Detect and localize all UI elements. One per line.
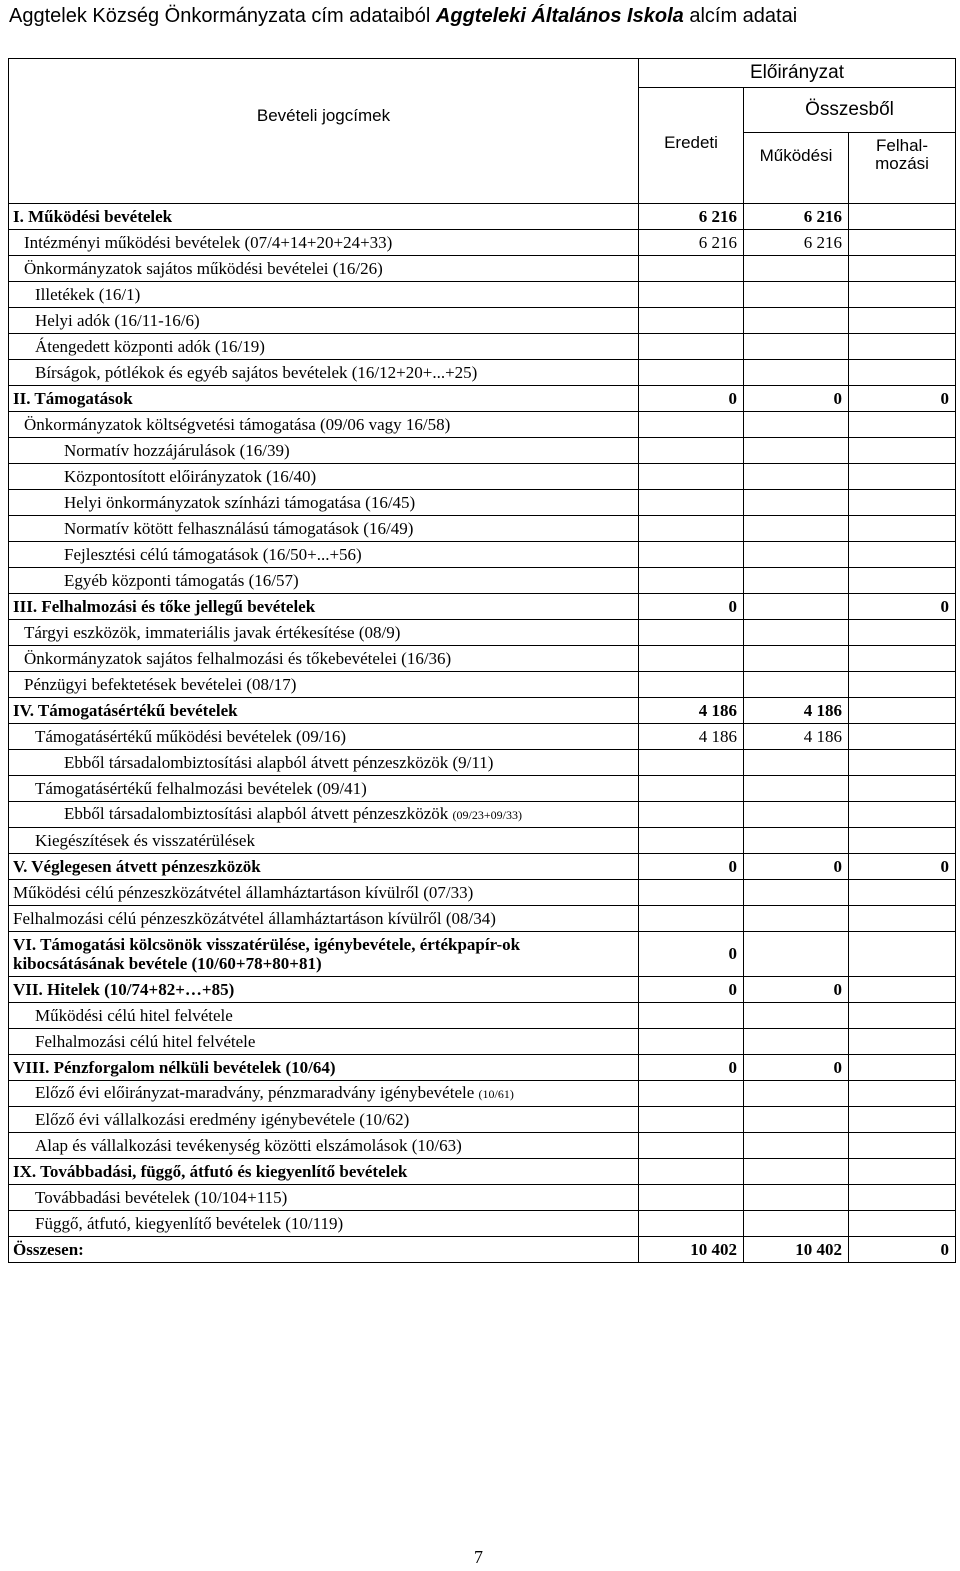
cell-mukodesi <box>744 360 849 386</box>
cell-eredeti <box>639 360 744 386</box>
cell-eredeti <box>639 906 744 932</box>
cell-eredeti <box>639 750 744 776</box>
cell-mukodesi <box>744 646 849 672</box>
cell-eredeti <box>639 646 744 672</box>
cell-mukodesi <box>744 308 849 334</box>
table-row <box>9 282 956 308</box>
cell-felhalmozasi <box>849 1055 956 1081</box>
cell-felhalmozasi: 0 <box>849 1237 956 1263</box>
cell-felhalmozasi <box>849 698 956 724</box>
row-label <box>9 334 639 360</box>
cell-mukodesi <box>744 1133 849 1159</box>
cell-eredeti: 6 216 <box>639 230 744 256</box>
cell-mukodesi: 6 216 <box>744 204 849 230</box>
cell-mukodesi <box>744 1029 849 1055</box>
row-label <box>9 594 639 620</box>
row-label <box>9 412 639 438</box>
table-row <box>9 880 956 906</box>
cell-felhalmozasi <box>849 438 956 464</box>
cell-eredeti: 0 <box>639 594 744 620</box>
table-row <box>9 1159 956 1185</box>
row-label <box>9 698 639 724</box>
cell-mukodesi <box>744 906 849 932</box>
cell-mukodesi: 4 186 <box>744 698 849 724</box>
table-row <box>9 802 956 828</box>
row-label <box>9 490 639 516</box>
row-label <box>9 464 639 490</box>
row-label <box>9 1159 639 1185</box>
row-label <box>9 1185 639 1211</box>
row-label-text: Alap és vállalkozási tevékenység közötti elszámolások (10/63) <box>35 1135 462 1155</box>
row-label-text: IV. Támogatásértékű bevételek <box>13 700 238 720</box>
cell-mukodesi <box>744 880 849 906</box>
cell-felhalmozasi <box>849 490 956 516</box>
row-label-text: II. Támogatások <box>13 388 133 408</box>
row-label <box>9 1081 639 1107</box>
row-label <box>9 1237 639 1263</box>
cell-mukodesi: 0 <box>744 854 849 880</box>
cell-eredeti: 6 216 <box>639 204 744 230</box>
cell-mukodesi: 6 216 <box>744 230 849 256</box>
cell-felhalmozasi <box>849 230 956 256</box>
table-row <box>9 1029 956 1055</box>
cell-felhalmozasi <box>849 1185 956 1211</box>
cell-felhalmozasi <box>849 672 956 698</box>
table-row <box>9 542 956 568</box>
row-label <box>9 1003 639 1029</box>
cell-felhalmozasi <box>849 1081 956 1107</box>
cell-felhalmozasi <box>849 1211 956 1237</box>
cell-eredeti: 4 186 <box>639 698 744 724</box>
row-label <box>9 828 639 854</box>
table-row <box>9 1211 956 1237</box>
cell-eredeti <box>639 802 744 828</box>
cell-eredeti: 0 <box>639 1055 744 1081</box>
row-label-text: Pénzügyi befektetések bevételei (08/17) <box>24 674 297 694</box>
table-row <box>9 360 956 386</box>
row-label-text: V. Véglegesen átvett pénzeszközök <box>13 856 261 876</box>
cell-felhalmozasi <box>849 464 956 490</box>
cell-felhalmozasi <box>849 1159 956 1185</box>
row-label <box>9 802 639 828</box>
row-label <box>9 776 639 802</box>
cell-felhalmozasi <box>849 308 956 334</box>
table-row <box>9 256 956 282</box>
cell-eredeti <box>639 282 744 308</box>
row-label-text: Továbbadási bevételek (10/104+115) <box>35 1187 288 1207</box>
row-label <box>9 204 639 230</box>
table-row <box>9 776 956 802</box>
header-osszesbol: Összesből <box>744 88 956 133</box>
row-label-text: Támogatásértékű felhalmozási bevételek (09/41) <box>35 778 367 798</box>
row-label <box>9 750 639 776</box>
row-label <box>9 646 639 672</box>
cell-mukodesi: 0 <box>744 386 849 412</box>
cell-felhalmozasi <box>849 334 956 360</box>
row-label <box>9 282 639 308</box>
row-label <box>9 1133 639 1159</box>
table-row <box>9 1003 956 1029</box>
header-income-titles: Bevételi jogcímek <box>9 59 639 204</box>
cell-mukodesi: 10 402 <box>744 1237 849 1263</box>
row-label-text: Központosított előirányzatok (16/40) <box>64 466 317 486</box>
row-label-text: Összesen: <box>13 1239 84 1259</box>
header-eredeti: Eredeti <box>639 88 744 204</box>
cell-felhalmozasi <box>849 724 956 750</box>
row-label <box>9 977 639 1003</box>
row-label <box>9 438 639 464</box>
cell-eredeti <box>639 1133 744 1159</box>
row-label-text: Önkormányzatok sajátos felhalmozási és tőkebevételei (16/36) <box>24 648 452 668</box>
cell-eredeti <box>639 1029 744 1055</box>
row-label <box>9 880 639 906</box>
cell-eredeti <box>639 516 744 542</box>
table-row <box>9 308 956 334</box>
table-row <box>9 672 956 698</box>
title-school: Aggteleki Általános Iskola <box>435 5 684 27</box>
table-row <box>9 1133 956 1159</box>
row-label <box>9 1211 639 1237</box>
row-label-text: III. Felhalmozási és tőke jellegű bevételek <box>13 596 316 616</box>
cell-eredeti <box>639 412 744 438</box>
cell-eredeti: 0 <box>639 932 744 977</box>
cell-mukodesi <box>744 750 849 776</box>
page-title <box>9 5 797 28</box>
cell-felhalmozasi <box>849 568 956 594</box>
header-felhalmozasi-line1: Felhal- <box>876 136 928 155</box>
cell-mukodesi: 0 <box>744 977 849 1003</box>
cell-mukodesi <box>744 438 849 464</box>
table-row <box>9 750 956 776</box>
header-mukodesi: Működési <box>744 133 849 204</box>
cell-mukodesi <box>744 932 849 977</box>
row-label-text: Önkormányzatok sajátos működési bevételei (16/26) <box>24 258 383 278</box>
row-label-text: Átengedett központi adók (16/19) <box>35 336 265 356</box>
table-row <box>9 412 956 438</box>
cell-eredeti <box>639 1003 744 1029</box>
cell-mukodesi <box>744 776 849 802</box>
table-row <box>9 1185 956 1211</box>
row-label-text: Önkormányzatok költségvetési támogatása (09/06 vagy 16/58) <box>24 414 451 434</box>
row-label-text: Kiegészítések és visszatérülések <box>35 830 255 850</box>
cell-eredeti <box>639 672 744 698</box>
row-label <box>9 906 639 932</box>
cell-felhalmozasi <box>849 1029 956 1055</box>
row-label-text: Működési célú hitel felvétele <box>35 1005 233 1025</box>
cell-mukodesi <box>744 542 849 568</box>
row-label-text: Normatív kötött felhasználású támogatások (16/49) <box>64 518 414 538</box>
cell-felhalmozasi <box>849 282 956 308</box>
cell-eredeti: 0 <box>639 386 744 412</box>
row-label <box>9 724 639 750</box>
row-label-text: Fejlesztési célú támogatások (16/50+...+56) <box>64 544 362 564</box>
cell-mukodesi: 4 186 <box>744 724 849 750</box>
cell-felhalmozasi <box>849 1133 956 1159</box>
cell-felhalmozasi <box>849 516 956 542</box>
cell-eredeti <box>639 542 744 568</box>
row-label <box>9 230 639 256</box>
title-suffix: alcím adatai <box>689 5 798 27</box>
cell-eredeti <box>639 308 744 334</box>
cell-eredeti <box>639 1185 744 1211</box>
row-label <box>9 568 639 594</box>
cell-mukodesi <box>744 1081 849 1107</box>
cell-felhalmozasi <box>849 256 956 282</box>
cell-eredeti <box>639 568 744 594</box>
cell-felhalmozasi <box>849 1107 956 1133</box>
row-label <box>9 308 639 334</box>
cell-felhalmozasi: 0 <box>849 386 956 412</box>
cell-mukodesi <box>744 828 849 854</box>
budget-table <box>8 58 956 1263</box>
header-felhalmozasi <box>849 133 956 204</box>
cell-mukodesi <box>744 464 849 490</box>
cell-eredeti <box>639 464 744 490</box>
header-felhalmozasi-line2: mozási <box>875 154 929 173</box>
cell-mukodesi <box>744 1159 849 1185</box>
row-label <box>9 256 639 282</box>
cell-felhalmozasi <box>849 828 956 854</box>
row-label-text: Helyi adók (16/11-16/6) <box>35 310 200 330</box>
cell-eredeti <box>639 880 744 906</box>
cell-felhalmozasi <box>849 802 956 828</box>
table-row <box>9 516 956 542</box>
cell-felhalmozasi <box>849 750 956 776</box>
table-row <box>9 698 956 724</box>
table-row <box>9 828 956 854</box>
table-row <box>9 204 956 230</box>
cell-mukodesi <box>744 490 849 516</box>
cell-felhalmozasi <box>849 977 956 1003</box>
row-label-text: Támogatásértékű működési bevételek (09/16) <box>35 726 347 746</box>
cell-mukodesi <box>744 672 849 698</box>
row-label <box>9 386 639 412</box>
row-label-text: Előző évi előirányzat-maradvány, pénzmaradvány igénybevétele <box>35 1083 475 1102</box>
cell-eredeti <box>639 776 744 802</box>
row-label-text: VI. Támogatási kölcsönök visszatérülése, igénybevétele, értékpapír-ok kibocsátásának bevétele (10/60+78+80+81) <box>13 935 521 973</box>
row-label <box>9 1107 639 1133</box>
row-label-code: (09/23+09/33) <box>452 808 522 822</box>
cell-felhalmozasi <box>849 906 956 932</box>
cell-eredeti <box>639 1107 744 1133</box>
cell-eredeti: 0 <box>639 854 744 880</box>
cell-eredeti: 4 186 <box>639 724 744 750</box>
row-label <box>9 620 639 646</box>
cell-felhalmozasi <box>849 646 956 672</box>
cell-eredeti: 0 <box>639 977 744 1003</box>
table-row <box>9 1237 956 1263</box>
page-number: 7 <box>474 1547 483 1567</box>
row-label-text: Felhalmozási célú hitel felvétele <box>35 1031 256 1051</box>
row-label <box>9 854 639 880</box>
cell-mukodesi: 0 <box>744 1055 849 1081</box>
row-label-text: Ebből társadalombiztosítási alapból átvett pénzeszközök <box>64 804 449 823</box>
cell-eredeti <box>639 828 744 854</box>
cell-eredeti <box>639 334 744 360</box>
row-label-text: Egyéb központi támogatás (16/57) <box>64 570 299 590</box>
table-row <box>9 594 956 620</box>
table-row <box>9 977 956 1003</box>
row-label-text: Normatív hozzájárulások (16/39) <box>64 440 290 460</box>
row-label-text: I. Működési bevételek <box>13 206 173 226</box>
cell-felhalmozasi: 0 <box>849 854 956 880</box>
cell-mukodesi <box>744 1107 849 1133</box>
row-label-text: Illetékek (16/1) <box>35 284 141 304</box>
row-label-text: Függő, átfutó, kiegyenlítő bevételek (10/119) <box>35 1213 344 1233</box>
row-label-code: (10/61) <box>478 1087 514 1101</box>
row-label <box>9 1055 639 1081</box>
cell-eredeti: 10 402 <box>639 1237 744 1263</box>
cell-eredeti <box>639 1159 744 1185</box>
row-label-text: IX. Továbbadási, függő, átfutó és kiegyenlítő bevételek <box>13 1161 408 1181</box>
row-label-text: VIII. Pénzforgalom nélküli bevételek (10/64) <box>13 1057 336 1077</box>
row-label-text: Előző évi vállalkozási eredmény igénybevétele (10/62) <box>35 1109 410 1129</box>
cell-mukodesi <box>744 412 849 438</box>
table-row <box>9 932 956 977</box>
cell-mukodesi <box>744 1185 849 1211</box>
cell-felhalmozasi: 0 <box>849 594 956 620</box>
cell-mukodesi <box>744 256 849 282</box>
cell-felhalmozasi <box>849 620 956 646</box>
cell-eredeti <box>639 490 744 516</box>
table-row <box>9 490 956 516</box>
budget-rows <box>9 204 956 1263</box>
row-label-text: Intézményi működési bevételek (07/4+14+20+24+33) <box>24 232 393 252</box>
row-label-text: Ebből társadalombiztosítási alapból átvett pénzeszközök (9/11) <box>64 752 494 772</box>
table-row <box>9 906 956 932</box>
cell-eredeti <box>639 1211 744 1237</box>
cell-felhalmozasi <box>849 542 956 568</box>
row-label-text: VII. Hitelek (10/74+82+…+85) <box>13 979 235 999</box>
cell-felhalmozasi <box>849 412 956 438</box>
cell-felhalmozasi <box>849 204 956 230</box>
row-label <box>9 360 639 386</box>
table-row <box>9 334 956 360</box>
row-label <box>9 516 639 542</box>
row-label-text: Tárgyi eszközök, immateriális javak értékesítése (08/9) <box>24 622 401 642</box>
table-row <box>9 1107 956 1133</box>
row-label-text: Felhalmozási célú pénzeszközátvétel államháztartáson kívülről (08/34) <box>13 908 496 928</box>
table-row <box>9 646 956 672</box>
title-prefix: Aggtelek Község Önkormányzata cím adataiból <box>9 5 431 27</box>
table-row <box>9 438 956 464</box>
cell-mukodesi <box>744 802 849 828</box>
cell-mukodesi <box>744 1003 849 1029</box>
cell-eredeti <box>639 1081 744 1107</box>
row-label <box>9 1029 639 1055</box>
table-row <box>9 568 956 594</box>
table-row <box>9 386 956 412</box>
cell-mukodesi <box>744 334 849 360</box>
row-label <box>9 932 639 977</box>
table-row <box>9 1081 956 1107</box>
cell-mukodesi <box>744 620 849 646</box>
cell-felhalmozasi <box>849 1003 956 1029</box>
row-label <box>9 542 639 568</box>
cell-mukodesi <box>744 594 849 620</box>
cell-mukodesi <box>744 282 849 308</box>
cell-felhalmozasi <box>849 360 956 386</box>
table-row <box>9 464 956 490</box>
cell-mukodesi <box>744 1211 849 1237</box>
row-label <box>9 672 639 698</box>
cell-mukodesi <box>744 516 849 542</box>
row-label-text: Működési célú pénzeszközátvétel államháztartáson kívülről (07/33) <box>13 882 474 902</box>
cell-eredeti <box>639 438 744 464</box>
header-eloiranyzat: Előirányzat <box>639 59 956 88</box>
cell-felhalmozasi <box>849 932 956 977</box>
cell-felhalmozasi <box>849 776 956 802</box>
cell-mukodesi <box>744 568 849 594</box>
table-row <box>9 230 956 256</box>
table-row <box>9 620 956 646</box>
cell-felhalmozasi <box>849 880 956 906</box>
cell-eredeti <box>639 256 744 282</box>
table-row <box>9 724 956 750</box>
row-label-text: Helyi önkormányzatok színházi támogatása (16/45) <box>64 492 416 512</box>
table-row <box>9 854 956 880</box>
cell-eredeti <box>639 620 744 646</box>
row-label-text: Bírságok, pótlékok és egyéb sajátos bevételek (16/12+20+...+25) <box>35 362 478 382</box>
table-row <box>9 1055 956 1081</box>
